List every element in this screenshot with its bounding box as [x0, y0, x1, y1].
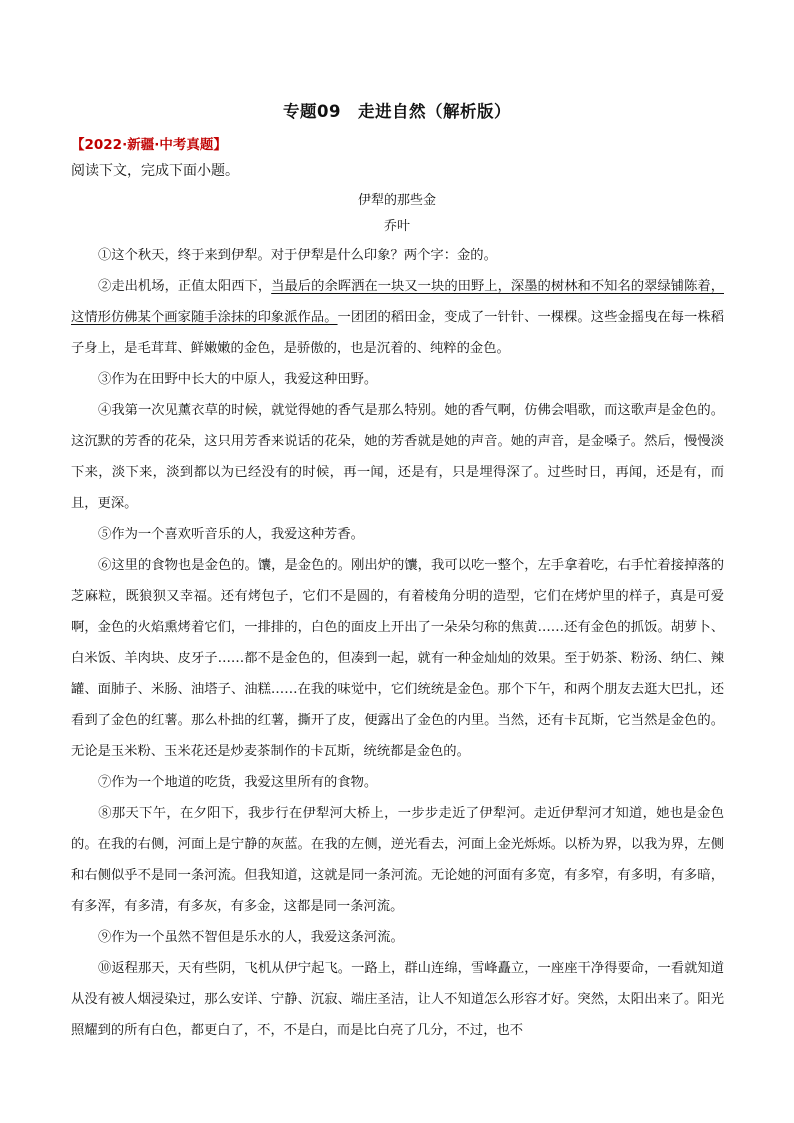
paragraph-6: ⑥这里的食物也是金色的。馕，是金色的。刚出炉的馕，我可以吃一整个，左手拿着吃，右手忙着接掉落的芝麻粒，既狼狈又幸福。还有烤包子，它们不是圆的，有着棱角分明的造型，它们在烤炉里的样子，真是可爱啊，金色的火焰熏烤着它们，一排排的，白色的面皮上开出了一朵朵匀称的焦黄……还有金色的抓饭。胡萝卜、白米饭、羊肉块、皮牙子……都不是金色的，但凑到一起，就有一种金灿灿的效果。至于奶茶、粉汤、纳仁、辣罐、面肺子、米肠、油塔子、油糕……在我的味觉中，它们统统是金色。那个下午，和两个朋友去逛大巴扎，还看到了金色的红薯。那么朴拙的红薯，撕开了皮，便露出了金色的内里。当然，还有卡瓦斯，它当然是金色的。无论是玉米粉、玉米花还是炒麦茶制作的卡瓦斯，统统都是金色的。	[71, 558, 724, 759]
article-title: 伊犁的那些金	[357, 193, 436, 208]
paragraph-8: ⑧那天下午，在夕阳下，我步行在伊犁河大桥上，一步步走近了伊犁河。走近伊犁河才知道，她也是金色的。在我的右侧，河面上是宁静的灰蓝。在我的左侧，逆光看去，河面上金光烁烁。以桥为界，以我为界，左侧和右侧似乎不是同一条河流。但我知道，这就是同一条河流。无论她的河面有多宽，有多窄，有多明，有多暗，有多浑，有多清，有多灰，有多金，这都是同一条河流。	[71, 806, 724, 914]
article-author: 乔叶	[383, 219, 410, 234]
instruction-text: 阅读下文，完成下面小题。	[71, 163, 239, 179]
article-body	[71, 240, 724, 1046]
underlined-sentence: 当最后的余晖洒在一块又一块的田野上，深墨的树林和不知名的翠绿铺陈着，这情形仿佛某个画家随手涂抹的印象派作品。	[71, 279, 724, 325]
paragraph-2: ②走出机场，正值太阳西下，当最后的余晖洒在一块又一块的田野上，深墨的树林和不知名的翠绿铺陈着，这情形仿佛某个画家随手涂抹的印象派作品。一团团的稻田金，变成了一针针、一棵棵。这些金摇曳在每一株稻子身上，是毛茸茸、鲜嫩嫩的金色，是骄傲的，也是沉着的、纯粹的金色。	[71, 279, 725, 356]
paragraph-4: ④我第一次见薰衣草的时候，就觉得她的香气是那么特别。她的香气啊，仿佛会唱歌，而这歌声是金色的。这沉默的芳香的花朵，这只用芳香来说话的花朵，她的芳香就是她的声音。她的声音，是金嗓子。然后，慢慢淡下来，淡下来，淡到都以为已经没有的时候，再一闻，还是有，只是埋得深了。过些时日，再闻，还是有，而且，更深。	[71, 403, 724, 511]
paragraph-1: ①这个秋天，终于来到伊犁。对于伊犁是什么印象？两个字：金的。	[98, 248, 497, 263]
paragraph-10: ⑩返程那天，天有些阴，飞机从伊宁起飞。一路上，群山连绵，雪峰矗立，一座座干净得要命，一看就知道从没有被人烟浸染过，那么安详、宁静、沉寂、端庄圣洁，让人不知道怎么形容才好。突然，太阳出来了。阳光照耀到的所有白色，都更白了，不，不是白，而是比白亮了几分，不过，也不	[71, 961, 724, 1038]
source-tag: 【2022·新疆·中考真题】	[71, 137, 227, 153]
paragraph-9: ⑨作为一个虽然不智但是乐水的人，我爱这条河流。	[98, 930, 404, 945]
paragraph-7: ⑦作为一个地道的吃货，我爱这里所有的食物。	[98, 775, 378, 790]
page-title: 专题09 走进自然（解析版）	[283, 102, 511, 121]
paragraph-5: ⑤作为一个喜欢听音乐的人，我爱这种芳香。	[98, 527, 364, 542]
paragraph-3: ③作为在田野中长大的中原人，我爱这种田野。	[98, 372, 378, 387]
